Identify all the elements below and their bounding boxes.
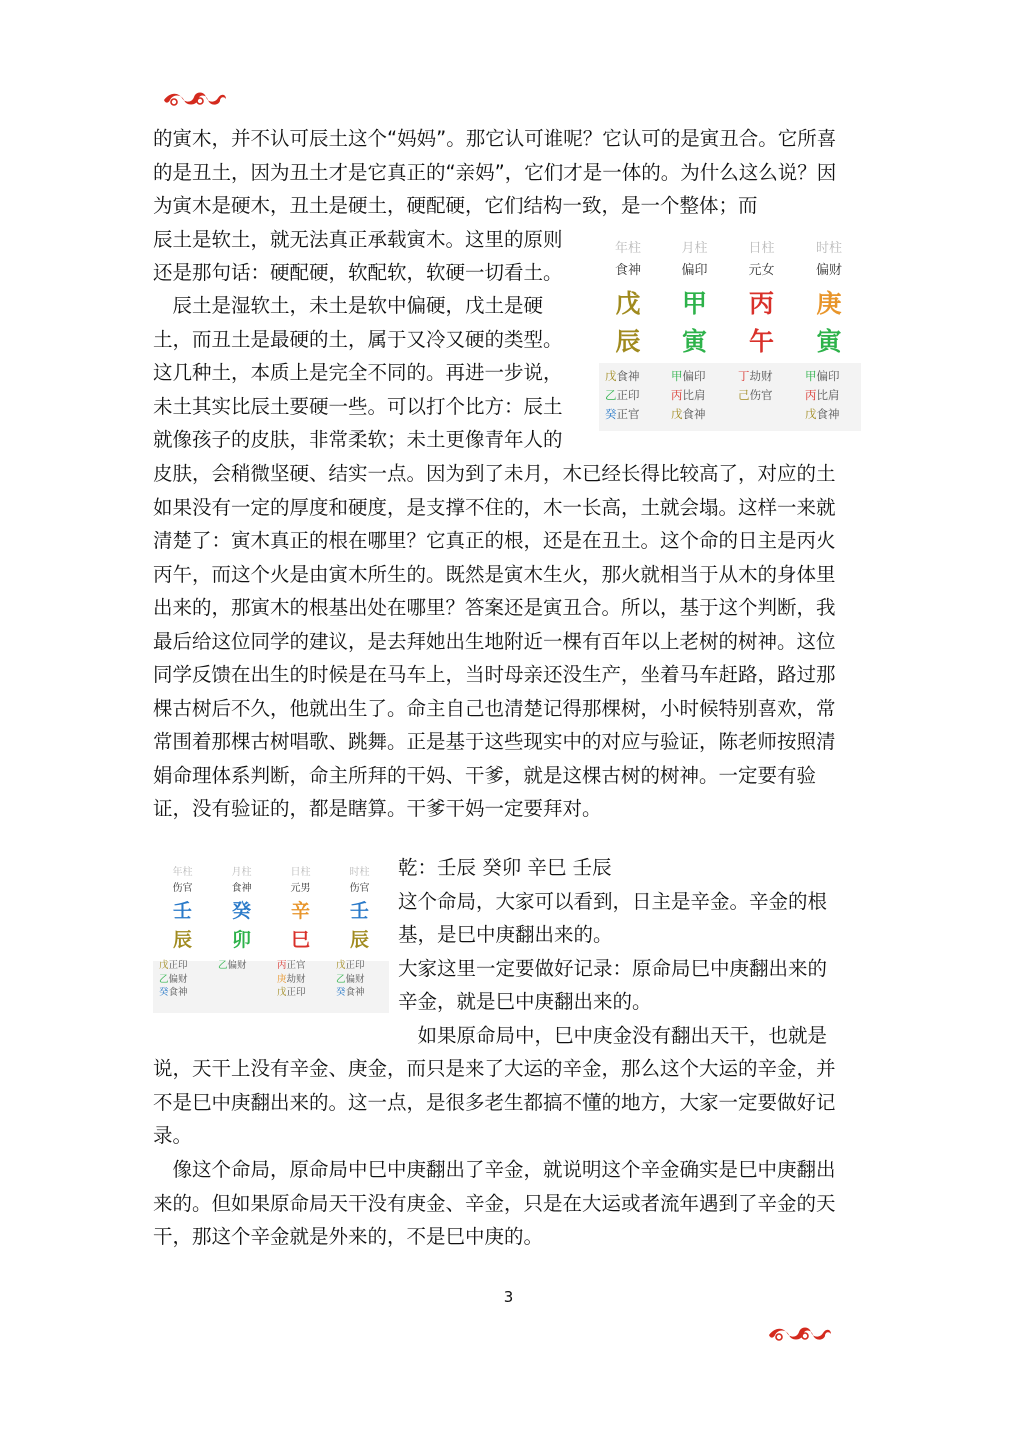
hidden-stem: 乙 [218, 960, 228, 971]
hidden-stem: 庚 [277, 973, 287, 985]
hidden-stem-row [218, 959, 271, 973]
hidden-stem-god: 劫财 [749, 369, 773, 383]
hidden-stem: 戊 [336, 960, 346, 971]
hidden-stem: 戊 [671, 407, 683, 421]
hidden-stem-god: 食神 [682, 407, 706, 421]
hidden-stem: 丙 [277, 960, 287, 971]
hidden-stem: 己 [738, 388, 750, 402]
pillar-column [661, 228, 728, 424]
hidden-stem-god: 偏印 [816, 369, 840, 383]
pillar-label: 月柱 [231, 867, 252, 878]
hidden-stem: 癸 [336, 987, 346, 998]
paragraph-2-rest: 说，天干上没有辛金、庚金，而只是来了大运的辛金，那么这个大运的辛金，并不是巳中庚翻出来的。这一点，是很多老生都搞不懂的地方，大家一定要做好记录。 [153, 1057, 836, 1147]
pillar-label: 时柱 [815, 241, 842, 256]
hidden-stem: 乙 [159, 973, 169, 985]
text-line: 未土其实比辰土要硬一些。可以打个比方：辰土 [153, 395, 563, 418]
text-line: 这几种土，本质上是完全不同的。再进一步说， [153, 361, 563, 384]
pillar-label: 月柱 [681, 241, 708, 256]
hidden-stem-god: 正印 [168, 960, 188, 971]
ten-god-label: 伤官 [172, 883, 193, 894]
hidden-stem-row [671, 386, 728, 405]
hidden-stems [212, 959, 271, 973]
ten-god-label: 偏印 [681, 263, 708, 278]
hidden-stem-row [159, 986, 212, 1000]
pillar-column [212, 858, 271, 973]
earthly-branch: 午 [748, 327, 774, 356]
earthly-branch: 辰 [349, 929, 369, 951]
pillar-label: 时柱 [349, 867, 370, 878]
hidden-stem: 戊 [805, 407, 817, 421]
hidden-stem-row [805, 405, 863, 424]
earthly-branch: 寅 [681, 327, 707, 356]
ten-god-label: 食神 [231, 883, 252, 894]
hidden-stem-row [605, 367, 661, 386]
heavenly-stem: 甲 [681, 289, 707, 318]
text-line: 基，是巳中庚翻出来的。 [398, 923, 613, 946]
earthly-branch: 辰 [172, 929, 192, 951]
hidden-stem: 丙 [671, 388, 683, 402]
pillar-column [795, 228, 863, 424]
pillar-label: 日柱 [748, 241, 775, 256]
hidden-stems [595, 367, 661, 424]
hidden-stem-row [605, 405, 661, 424]
hidden-stem-god: 比肩 [682, 388, 706, 402]
heavenly-stem: 丙 [748, 289, 774, 318]
pillar-column [153, 858, 212, 1000]
ten-god-label: 元男 [290, 883, 311, 894]
hidden-stem-row [738, 367, 795, 386]
hidden-stem: 乙 [336, 973, 346, 985]
page-number: 3 [503, 1288, 514, 1306]
hidden-stem: 丙 [805, 388, 817, 402]
text-line: 还是那句话：硬配硬，软配软，软硬一切看土。 [153, 261, 563, 284]
text-line: 辛金，就是巳中庚翻出来的。 [398, 990, 652, 1013]
hidden-stem-god: 食神 [816, 407, 840, 421]
hidden-stem-row [671, 405, 728, 424]
cloud-ornament-icon [767, 1323, 833, 1343]
hidden-stems [153, 959, 212, 1000]
bazi-chart-2 [153, 858, 389, 1013]
heavenly-stem: 癸 [231, 900, 251, 922]
text-line: 大家这里一定要做好记录：原命局巳中庚翻出来的 [398, 957, 828, 980]
pillar-label: 年柱 [614, 241, 641, 256]
hidden-stem-god: 偏财 [345, 973, 365, 985]
chart-heading: 乾：壬辰 癸卯 辛巳 壬辰 [398, 856, 612, 879]
earthly-branch: 寅 [816, 327, 842, 356]
paragraph-1-bottom: 皮肤，会稍微坚硬、结实一点。因为到了未月，木已经长得比较高了，对应的土如果没有一定的厚度和硬度，是支撑不住的，木一长高，土就会塌。这样一来就清楚了：寅木真正的根在哪里？它真正的根，还是在丑土。这个命的日主是丙火丙午，而这个火是由寅木所生的。既然是寅木生火，那火就相当于从木的身体里出来的，那寅木的根基出处在哪里？答案还是寅丑合。所以，基于这个判断，我最后给这位同学的建议，是去拜她出生地附近一棵有百年以上老树的树神。这位同学反馈在出生的时候是在马车上，当时母亲还没生产，坐着马车赶路，路过那棵古树后不久，他就出生了。命主自己也清楚记得那棵树，小时候特别喜欢，常常围着那棵古树唱歌、跳舞。正是基于这些现实中的对应与验证，陈老师按照清娟命理体系判断，命主所拜的干妈、干爹，就是这棵古树的树神。一定要有验证，没有验证的，都是瞎算。干爹干妈一定要拜对。 [153, 462, 836, 820]
hidden-stem-god: 食神 [616, 369, 640, 383]
hidden-stem-god: 偏财 [168, 973, 188, 985]
hidden-stems [795, 367, 863, 424]
heavenly-stem: 壬 [349, 900, 369, 922]
heavenly-stem: 庚 [816, 289, 842, 318]
hidden-stem-god: 正官 [616, 407, 640, 421]
hidden-stem-row [159, 973, 212, 987]
hidden-stems [330, 959, 389, 1000]
hidden-stem-row [277, 973, 330, 987]
pillar-column [728, 228, 795, 405]
hidden-stem-god: 正印 [616, 388, 640, 402]
text-line: 就像孩子的皮肤，非常柔软；未土更像青年人的 [153, 428, 563, 451]
heavenly-stem: 壬 [172, 900, 192, 922]
text-line: 如果原命局中，巳中庚金没有翻出天干，也就是 [398, 1024, 828, 1047]
heavenly-stem: 戊 [615, 289, 641, 318]
pillar-column [595, 228, 661, 424]
ten-god-label: 元女 [748, 263, 775, 278]
hidden-stem: 乙 [605, 388, 617, 402]
text-line: 辰土是软土，就无法真正承载寅木。这里的原则 [153, 228, 563, 251]
earthly-branch: 辰 [615, 327, 641, 356]
hidden-stem-row [277, 959, 330, 973]
pillar-label: 日柱 [290, 867, 311, 878]
ten-god-label: 伤官 [349, 883, 370, 894]
hidden-stem-god: 正印 [345, 960, 365, 971]
hidden-stem-god: 比肩 [816, 388, 840, 402]
hidden-stem-row [277, 986, 330, 1000]
text-line: 这个命局，大家可以看到，日主是辛金。辛金的根 [398, 890, 828, 913]
hidden-stem-row [605, 386, 661, 405]
hidden-stem: 甲 [671, 369, 683, 383]
paragraph-3: 像这个命局，原命局中巳中庚翻出了辛金，就说明这个辛金确实是巳中庚翻出来的。但如果原命局天干没有庚金、辛金，只是在大运或者流年遇到了辛金的天干，那这个辛金就是外来的，不是巳中庚的。 [153, 1158, 836, 1248]
hidden-stem: 戊 [605, 369, 617, 383]
pillar-label: 年柱 [172, 867, 193, 878]
hidden-stem-row [336, 973, 389, 987]
hidden-stem: 甲 [805, 369, 817, 383]
hidden-stem-row [805, 386, 863, 405]
hidden-stem-row [671, 367, 728, 386]
earthly-branch: 卯 [231, 929, 251, 951]
hidden-stem-god: 正官 [286, 960, 306, 971]
hidden-stem-row [336, 986, 389, 1000]
hidden-stem: 戊 [159, 960, 169, 971]
hidden-stem: 癸 [159, 987, 169, 998]
ten-god-label: 食神 [614, 263, 641, 278]
hidden-stem-god: 伤官 [749, 388, 773, 402]
hidden-stem-row [336, 959, 389, 973]
hidden-stem-god: 正印 [286, 987, 306, 998]
hidden-stems [661, 367, 728, 424]
pillar-column [330, 858, 389, 1000]
ten-god-label: 偏财 [815, 263, 842, 278]
pillar-column [271, 858, 330, 1000]
hidden-stems [271, 959, 330, 1000]
hidden-stem-row [805, 367, 863, 386]
paragraph-1-top: 的寅木，并不认可辰土这个“妈妈”。那它认可谁呢？它认可的是寅丑合。它所喜的是丑土，因为丑土才是它真正的“亲妈”，它们才是一体的。为什么这么说？因为寅木是硬木，丑土是硬土，硬配硬，它们结构一致，是一个整体；而 [153, 127, 837, 217]
hidden-stem-god: 食神 [345, 987, 365, 998]
bazi-chart-1 [595, 228, 863, 433]
hidden-stem: 戊 [277, 987, 287, 998]
cloud-ornament-icon [162, 88, 228, 108]
text-line: 土，而丑土是最硬的土，属于又冷又硬的类型。 [153, 328, 563, 351]
heavenly-stem: 辛 [290, 900, 310, 922]
hidden-stem-god: 偏印 [682, 369, 706, 383]
hidden-stems [728, 367, 795, 405]
hidden-stem: 丁 [738, 369, 750, 383]
hidden-stem-god: 偏财 [227, 960, 247, 971]
hidden-stem-row [738, 386, 795, 405]
text-line: 辰土是湿软土，未土是软中偏硬，戊土是硬 [153, 294, 544, 317]
hidden-stem-god: 食神 [168, 987, 188, 998]
hidden-stem-row [159, 959, 212, 973]
hidden-stem: 癸 [605, 407, 617, 421]
hidden-stem-god: 劫财 [286, 973, 306, 985]
earthly-branch: 巳 [290, 929, 310, 951]
